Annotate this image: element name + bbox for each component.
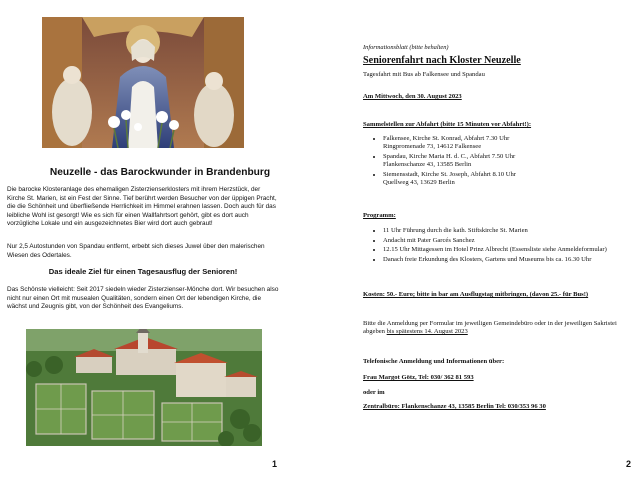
headline: Neuzelle - das Barockwunder in Brandenburg: [49, 167, 271, 178]
list-item: • 11 Uhr Führung durch die kath. Stiftskirche St. Marien: [383, 227, 640, 235]
intro-paragraph: Die barocke Klosteranlage des ehemaligen Zisterzienserklosters mit ihrem Herzstück, der Kirche St. Marien, ist ein Fest der Sinne. Tief berührt werden Besucher von der üppigen Pracht, die die Schönheit und überfließende Herrlichkeit im Himmel erahnen lassen. Doch auch für das leibliche Wohl ist gesorgt! Wie es sich für einen Wallfahrtsort gehört, gibt es dort auch vorzügliche Lokale und ein ausgezeichnetes Bier wird dort auch gebraut!: [7, 186, 277, 227]
list-item: [383, 135, 640, 151]
contact-person: Frau Margot Götz, Tel: 030/ 362 81 593: [363, 374, 474, 381]
meeting-point-address: Flankenschanze 43, 13585 Berlin: [383, 161, 472, 169]
page-right: [320, 0, 640, 500]
page-number: 2: [626, 459, 632, 469]
costs-line: Kosten: 50.- Euro; bitte in bar am Ausflugstag mitbringen, (davon 25.- für Bus!): [363, 291, 589, 298]
trip-title: Seniorenfahrt nach Kloster Neuzelle: [363, 55, 521, 66]
or-text: oder im: [363, 389, 385, 396]
list-item: • Andacht mit Pater Garcés Sanchez: [383, 237, 640, 245]
list-item: • 12.15 Uhr Mittagessen im Hotel Prinz Albrecht (Essensliste siehe Anmeldeformular): [383, 246, 640, 254]
meeting-points-heading: Sammelstellen zur Abfahrt (bitte 15 Minuten vor Abfahrt!):: [363, 121, 532, 128]
program-list: [363, 227, 640, 266]
contact-heading: Telefonische Anmeldung und Informationen über:: [363, 358, 505, 365]
registration-note: [363, 320, 638, 336]
registration-note-text: Bitte die Anmeldung per Formular im jeweiligen Gemeindebüro oder in der jeweiligen Sakristei abgeben: [363, 320, 617, 336]
list-item: [383, 171, 640, 187]
page-number: 1: [272, 459, 278, 469]
trip-date: Am Mittwoch, den 30. August 2023: [363, 93, 462, 100]
location-paragraph: Nur 2,5 Autostunden von Spandau entfernt, erbebt sich dieses Juwel über den malerischen Wiesen des Odertales.: [7, 243, 265, 259]
trip-subtitle: Tagesfahrt mit Bus ab Falkensee und Spandau: [363, 71, 485, 78]
meeting-point-address: Ringpromenade 73, 14612 Falkensee: [383, 143, 482, 151]
meeting-point-line: Siemensstadt, Kirche St. Joseph, Abfahrt 8.10 Uhr: [383, 170, 516, 178]
meeting-point-line: Falkensee, Kirche St. Konrad, Abfahrt 7.30 Uhr: [383, 135, 510, 142]
contact-office: Zentralbüro: Flankenschanze 43, 13585 Berlin Tel: 030/353 96 30: [363, 403, 546, 410]
program-heading: Programm:: [363, 212, 396, 219]
list-item: • Danach freie Erkundung des Klosters, Gartens und Museums bis ca. 16.30 Uhr: [383, 256, 640, 264]
info-tag: Informationsblatt (bitte behalten): [363, 44, 449, 51]
registration-deadline: bis spätestens 14. August 2023: [386, 328, 468, 336]
madonna-statue-photo: [42, 17, 244, 148]
meeting-point-address: Quellweg 43, 13629 Berlin: [383, 179, 455, 187]
monastery-aerial-photo: [26, 329, 262, 446]
subheadline: Das ideale Ziel für einen Tagesausflug der Senioren!: [48, 267, 238, 276]
list-item: [383, 153, 640, 169]
meeting-points-list: [363, 135, 640, 189]
meeting-point-line: Spandau, Kirche Maria H. d. C., Abfahrt 7.50 Uhr: [383, 152, 516, 160]
monks-paragraph: Das Schönste vielleicht: Seit 2017 siedeln wieder Zisterzienser-Mönche dort. Wir besuchen also nicht nur einen Ort mit musealen Qualitäten, sondern einen Ort der lebendigen Kirche, die wächst und Zeugnis gibt, von der Schönheit des Evangeliums.: [7, 286, 279, 310]
